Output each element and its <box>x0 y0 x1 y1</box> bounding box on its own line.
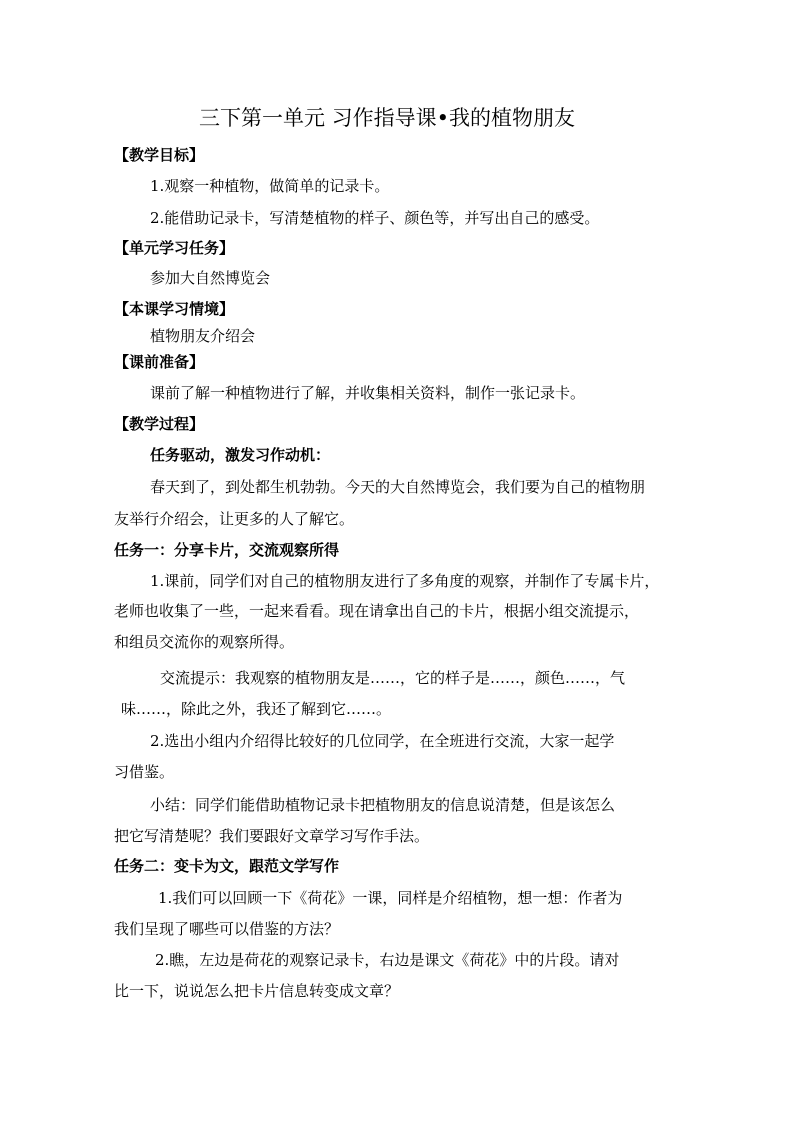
task-two-heading: 任务二：变卡为文，跟范文学写作 <box>114 857 340 875</box>
section-heading-goals: 【教学目标】 <box>114 146 205 164</box>
paragraph-line: 老师也收集了一些，一起来看看。现在请拿出自己的卡片，根据小组交流提示， <box>114 602 640 620</box>
document-title: 三下第一单元 习作指导课•我的植物朋友 <box>199 106 576 130</box>
paragraph-line: 1.我们可以回顾一下《荷花》一课，同样是介绍植物，想一想：作者为 <box>158 889 623 907</box>
paragraph-line: 和组员交流你的观察所得。 <box>114 633 295 651</box>
paragraph-line: 1.课前，同学们对自己的植物朋友进行了多角度的观察，并制作了专属卡片， <box>150 572 660 590</box>
paragraph-line: 春天到了，到处都生机勃勃。今天的大自然博览会，我们要为自己的植物朋 <box>150 478 646 496</box>
unit-task-text: 参加大自然博览会 <box>150 269 271 287</box>
section-heading-scenario: 【本课学习情境】 <box>114 300 235 318</box>
scenario-text: 植物朋友介绍会 <box>150 327 256 345</box>
paragraph-line: 我们呈现了哪些可以借鉴的方法？ <box>114 920 340 938</box>
goal-item-2: 2.能借助记录卡，写清楚植物的样子、颜色等，并写出自己的感受。 <box>150 209 600 227</box>
prep-text: 课前了解一种植物进行了解，并收集相关资料，制作一张记录卡。 <box>150 384 586 402</box>
paragraph-line: 友举行介绍会，让更多的人了解它。 <box>114 510 355 528</box>
exchange-tip-line: 味……，除此之外，我还了解到它……。 <box>121 700 392 718</box>
task-drive-heading: 任务驱动，激发习作动机： <box>150 446 331 464</box>
section-heading-unit-task: 【单元学习任务】 <box>114 239 235 257</box>
paragraph-line: 比一下，说说怎么把卡片信息转变成文章？ <box>114 982 400 1000</box>
section-heading-prep: 【课前准备】 <box>114 353 205 371</box>
task-one-heading: 任务一：分享卡片，交流观察所得 <box>114 541 340 559</box>
goal-item-1: 1.观察一种植物，做简单的记录卡。 <box>150 177 390 195</box>
section-heading-process: 【教学过程】 <box>114 415 205 433</box>
exchange-tip-line: 交流提示：我观察的植物朋友是……，它的样子是……，颜色……，气 <box>160 669 626 687</box>
paragraph-line: 2.瞧，左边是荷花的观察记录卡，右边是课文《荷花》中的片段。请对 <box>155 951 620 969</box>
summary-line: 小结：同学们能借助植物记录卡把植物朋友的信息说清楚，但是该怎么 <box>150 796 616 814</box>
paragraph-line: 习借鉴。 <box>114 763 175 781</box>
summary-line: 把它写清楚呢？我们要跟好文章学习写作手法。 <box>114 827 430 845</box>
paragraph-line: 2.选出小组内介绍得比较好的几位同学，在全班进行交流，大家一起学 <box>150 732 615 750</box>
